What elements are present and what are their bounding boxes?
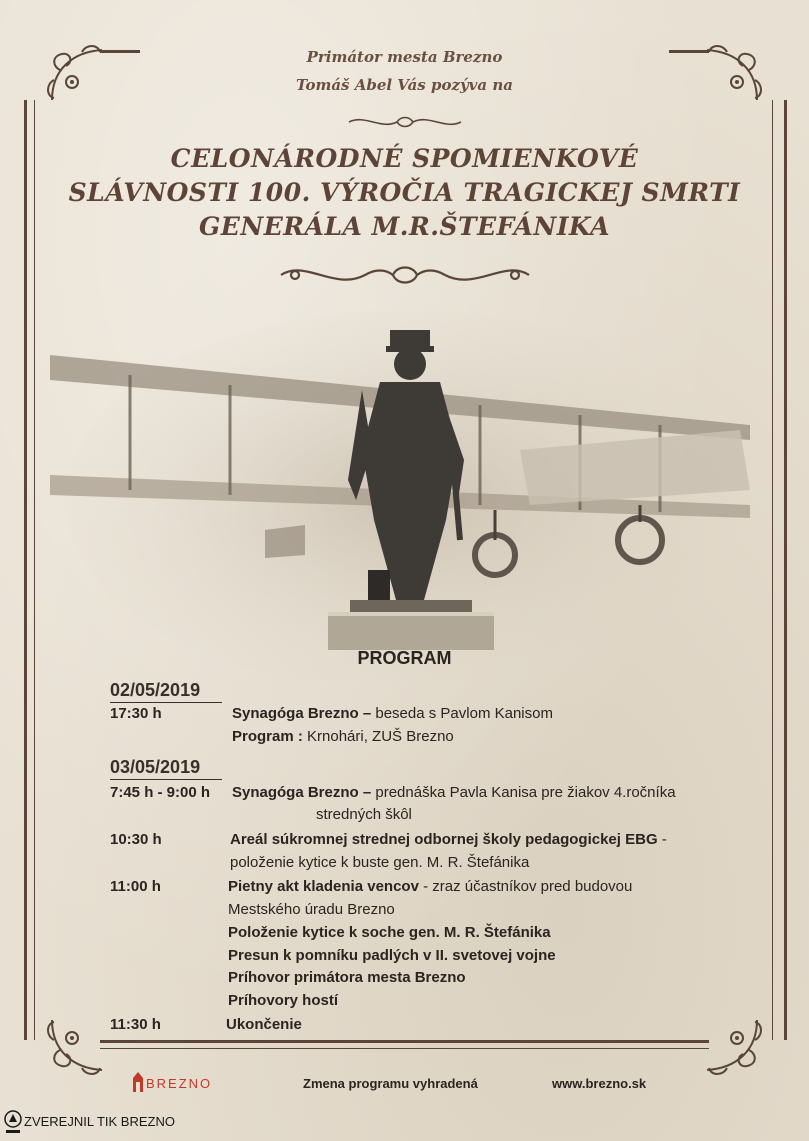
day1-item-2-label: Program : — [232, 728, 303, 745]
day1-item-1-desc: beseda s Pavlom Kanisom — [371, 705, 553, 722]
day2-item-1 — [232, 784, 676, 801]
brezno-logo-text: BREZNO — [146, 1076, 213, 1091]
event-title-line-1: CELONÁRODNÉ SPOMIENKOVÉ — [170, 144, 639, 173]
day1-item-2-desc: Krnohári, ZUŠ Brezno — [302, 728, 454, 745]
brezno-tower-icon — [132, 1072, 144, 1092]
divider-ornament-icon — [345, 112, 465, 132]
corner-flourish-icon — [697, 1010, 767, 1080]
day1-item-1-venue: Synagóga Brezno – — [232, 705, 372, 722]
day2-time-4: 11:30 h — [110, 1016, 161, 1033]
day2-item-5: Presun k pomníku padlých v II. svetovej vojne — [228, 947, 556, 964]
day2-item-1-desc: prednáška Pavla Kanisa pre žiakov 4.ročníka — [371, 784, 676, 801]
publisher-emblem-icon — [4, 1110, 22, 1136]
day2-item-6: Príhovor primátora mesta Brezno — [228, 969, 466, 986]
day2-item-3 — [228, 878, 632, 895]
program-heading: PROGRAM — [357, 648, 452, 668]
event-title-line-3: GENERÁLA M.R.ŠTEFÁNIKA — [198, 212, 611, 241]
day2-item-7: Príhovory hostí — [228, 992, 339, 1009]
day2-item-3-title: Pietny akt kladenia vencov — [228, 878, 419, 895]
day1-item-1 — [232, 705, 553, 722]
day2-item-3-continued: Mestského úradu Brezno — [228, 901, 395, 918]
program-change-note: Zmena programu vyhradená — [303, 1076, 478, 1091]
day2-item-3-desc: - zraz účastníkov pred budovou — [418, 878, 633, 895]
day2-item-8: Ukončenie — [226, 1016, 302, 1033]
day2-item-2 — [230, 831, 667, 848]
day2-date: 03/05/2019 — [110, 757, 201, 777]
day2-time-2: 10:30 h — [110, 831, 162, 848]
day1-time-1: 17:30 h — [110, 705, 162, 722]
day2-time-1: 7:45 h - 9:00 h — [110, 784, 211, 801]
day2-item-1-continued: stredných škôl — [316, 806, 412, 823]
title-ornament-icon — [275, 255, 535, 295]
day1-date: 02/05/2019 — [110, 680, 201, 700]
invite-line-1: Primátor mesta Brezno — [306, 48, 503, 66]
publisher-label: ZVEREJNIL TIK BREZNO — [24, 1114, 175, 1129]
event-title-line-2: SLÁVNOSTI 100. VÝROČIA TRAGICKEJ SMRTI — [68, 178, 741, 207]
day1-item-2 — [232, 728, 454, 745]
bottom-rule-thin — [100, 1048, 709, 1049]
bottom-rule — [100, 1040, 709, 1043]
website-link[interactable]: www.brezno.sk — [552, 1076, 647, 1091]
statue-and-biplane-image — [50, 300, 760, 680]
day2-item-4: Položenie kytice k soche gen. M. R. Štefánika — [228, 924, 551, 941]
day2-date-underline — [110, 779, 222, 780]
day1-date-underline — [110, 702, 222, 703]
day2-time-3: 11:00 h — [110, 878, 161, 895]
day2-item-2-venue: Areál súkromnej strednej odbornej školy pedagogickej EBG — [230, 831, 658, 848]
corner-flourish-icon — [42, 1010, 112, 1080]
day2-item-2-dash: - — [657, 831, 667, 848]
day2-item-1-venue: Synagóga Brezno – — [232, 784, 372, 801]
invite-line-2: Tomáš Abel Vás pozýva na — [296, 76, 513, 94]
day2-item-2-continued: položenie kytice k buste gen. M. R. Štefánika — [230, 854, 530, 871]
